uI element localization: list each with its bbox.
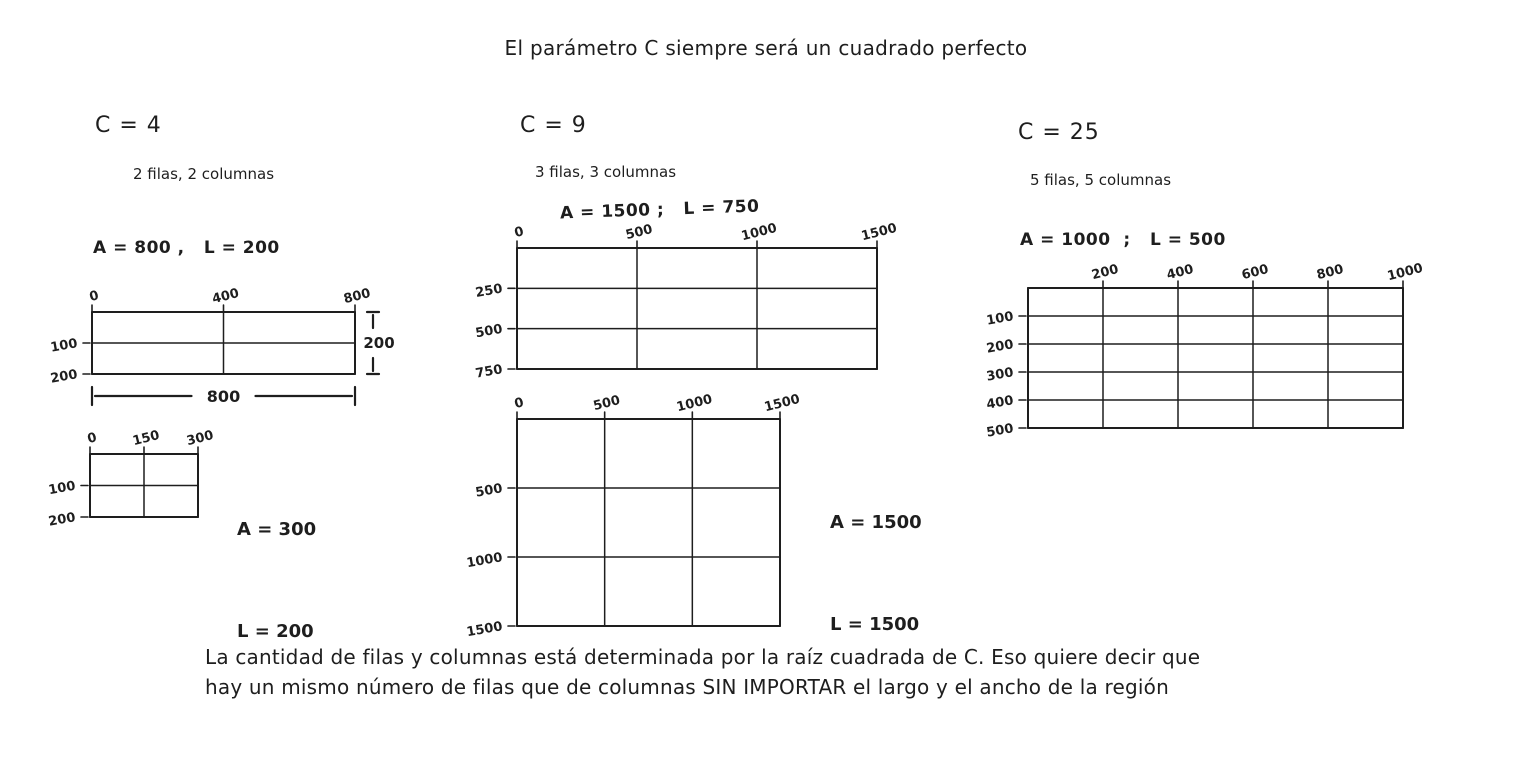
svg-text:500: 500: [985, 421, 1015, 441]
svg-text:100: 100: [49, 336, 79, 356]
svg-text:800: 800: [1315, 262, 1346, 284]
svg-text:0: 0: [512, 395, 526, 412]
svg-text:1000: 1000: [465, 550, 504, 572]
svg-text:400: 400: [1165, 262, 1196, 284]
grid-c4-small: [47, 426, 226, 530]
c25-subheading: 5 filas, 5 columnas: [1030, 171, 1172, 189]
svg-text:300: 300: [185, 428, 216, 450]
grid-c9-top: [471, 218, 919, 381]
c25-heading: C = 25: [1018, 120, 1100, 145]
c9-bottom-annotation-line-1: A = 1500: [830, 512, 922, 533]
svg-text:500: 500: [474, 481, 504, 501]
svg-text:250: 250: [474, 281, 504, 301]
c4-small-annotation-line-2: L = 200: [237, 621, 314, 642]
svg-text:200: 200: [363, 334, 395, 352]
c9-bottom-annotation: [830, 438, 922, 676]
svg-text:1000: 1000: [675, 391, 714, 416]
svg-text:400: 400: [985, 393, 1015, 413]
c9-subheading: 3 filas, 3 columnas: [535, 163, 677, 181]
svg-text:800: 800: [206, 387, 241, 406]
svg-text:1500: 1500: [762, 391, 802, 416]
grid-c25-main: [982, 256, 1447, 442]
footer-line-1: La cantidad de filas y columnas está determinada por la raíz cuadrada de C. Eso quiere decir que: [205, 645, 1201, 669]
svg-text:750: 750: [474, 362, 504, 382]
svg-text:300: 300: [985, 365, 1015, 385]
svg-text:200: 200: [1090, 262, 1121, 284]
svg-text:200: 200: [47, 510, 77, 530]
svg-text:1500: 1500: [465, 619, 504, 641]
page-title: El parámetro C siempre será un cuadrado perfecto: [504, 36, 1028, 60]
svg-text:100: 100: [47, 478, 77, 499]
svg-text:500: 500: [624, 222, 655, 244]
grid-c4-main: [46, 282, 415, 422]
svg-text:100: 100: [985, 309, 1015, 329]
svg-text:1000: 1000: [1385, 260, 1425, 285]
c4-heading: C = 4: [95, 113, 162, 138]
svg-text:400: 400: [210, 286, 241, 308]
c9-bottom-annotation-line-2: L = 1500: [830, 614, 920, 635]
c4-subheading: 2 filas, 2 columnas: [133, 165, 275, 183]
c9-params: A = 1500 ; L = 750: [559, 196, 760, 224]
svg-text:150: 150: [131, 428, 162, 450]
svg-text:1500: 1500: [859, 220, 899, 245]
grid-c9-bottom: [463, 389, 826, 640]
svg-text:0: 0: [512, 224, 526, 241]
svg-text:1000: 1000: [739, 220, 779, 245]
svg-text:500: 500: [591, 393, 622, 415]
svg-text:600: 600: [1240, 262, 1271, 284]
svg-text:0: 0: [85, 430, 99, 447]
c4-params: A = 800 , L = 200: [93, 238, 280, 258]
c4-small-annotation-line-1: A = 300: [237, 519, 317, 540]
svg-text:200: 200: [985, 337, 1015, 357]
c9-heading: C = 9: [520, 113, 587, 138]
svg-text:0: 0: [87, 288, 101, 305]
svg-text:200: 200: [49, 367, 79, 387]
footer-line-2: hay un mismo número de filas que de columnas SIN IMPORTAR el largo y el ancho de la región: [205, 675, 1169, 699]
svg-text:500: 500: [474, 321, 504, 342]
c25-params: A = 1000 ; L = 500: [1020, 230, 1226, 250]
svg-text:800: 800: [342, 286, 373, 308]
